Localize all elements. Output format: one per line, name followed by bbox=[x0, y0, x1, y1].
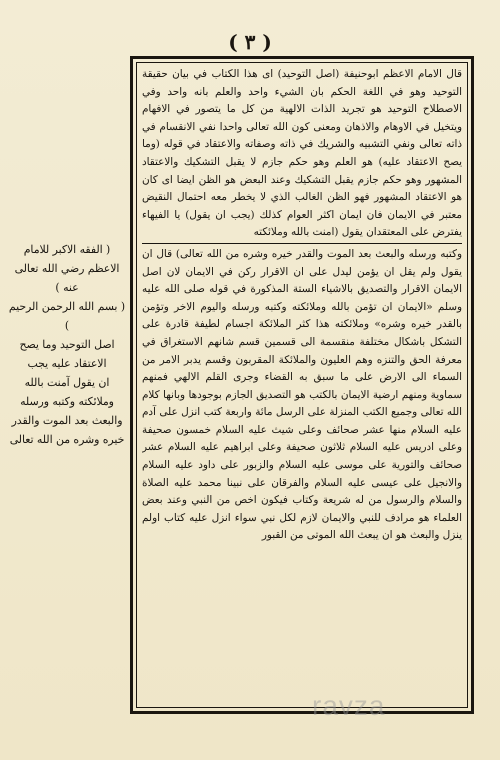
margin-note-line: خيره وشره من الله تعالى bbox=[9, 433, 125, 446]
margin-note-line: والبعث بعد الموت والقدر bbox=[11, 414, 123, 427]
margin-note-line: اصل التوحيد وما يصح bbox=[19, 338, 115, 351]
margin-note-line: الاعظم رضي الله تعالى عنه ) bbox=[14, 262, 120, 294]
margin-note-line: ( الفقه الاكبر للامام bbox=[23, 243, 111, 256]
margin-note-line: ( بسم الله الرحمن الرحيم ) bbox=[8, 300, 126, 332]
page-number: ( ٣ ) bbox=[228, 30, 272, 54]
watermark: ravza bbox=[312, 690, 386, 721]
main-text-bottom-paragraph: وكتبه ورسله والبعث بعد الموت والقدر خيره وشره من الله تعالى) قال ان يقول ولم يقل ان يؤمن ليدل على ان الاقرار ركن في الايمان لان اصل الايمان الاقرار والتصديق بالاشياء الستة المذكورة في قوله صلى الله عليه وسلم «الايمان ان تؤمن بالله وملائكته وكتبه ورسله واليوم الاخر وتؤمن بالقدر خيره وشره» وملائكته هذا كثر الملائكة اجسام لطيفة قادرة على التشكل باشكال مختلفة منقسمة الى قسمين قسم شانهم الاستغراق في معرفة الحق والتنزه وهم العليون والملائكة المقربون وقسم يدبر الامر من السماء الى الارض على ما سبق به القضاء وجرى القلم الالهي فمنهم سماوية ومنهم ارضية الايمان بالكتب هو التصديق الجازم بوجودها وبانها كلام الله تعالى وجميع الكتب المنزلة على الرسل مائة واربعة كتب انزل على آدم عليه السلام منها عشر صحائف وعلى شيث عليه السلام خمسون صحيفة وعلى ادريس عليه السلام ثلاثون صحيفة وعلى ابراهيم عليه السلام عشر صحائف والتورية على موسى عليه السلام والزبور على داود عليه السلام والانجيل على عيسى عليه السلام والفرقان على نبينا محمد عليه الصلاة والسلام والرسول من له شريعة وكتاب فيكون اخص من النبي وعند بعض العلماء هو مرادف للنبي والايمان لازم لكل نبي سواء انزل عليه كتاب اولم ينزل والبعث هو ان يبعث الله الموتى من القبور bbox=[142, 247, 462, 542]
main-text-block bbox=[142, 66, 462, 702]
main-text-top-paragraph: قال الامام الاعظم ابوحنيفة (اصل التوحيد) اى هذا الكتاب في بيان حقيقة التوحيد وهو في اللغة الحكم بان الشيء واحد والعلم بانه واحد وفي الاصطلاح التوحيد هو تجريد الذات الالهية من كل ما يتصور في الافهام ويتخيل في الاوهام والاذهان ومعنى كون الله تعالى واحدا نفي الانقسام في ذاته تعالى ونفي التشبيه والشريك في ذاته وصفاته والاعتقاد في قوله (وما يصح الاعتقاد عليه) هو العلم وهو حكم جازم لا يقبل التشكيك والاعتقاد المشهور وهو حكم جازم يقبل التشكيك وعند البعض هو الظن ايضا اى كان هو الاعتقاد المشهور فهو الظن الغالب الذي لا يخطر معه احتمال النقيض معتبر في الايمان فان ايمان اكثر العوام كذلك (يجب ان يقول) يا الفيهاء يفترض على المعتقدان يقول (امنت بالله وملائكته bbox=[142, 66, 462, 244]
margin-note-line: الاعتقاد عليه يجب bbox=[27, 357, 107, 370]
margin-note-line: وملائكته وكتبه ورسله bbox=[20, 395, 114, 408]
margin-note bbox=[8, 240, 126, 449]
margin-note-line: ان يقول آمنت بالله bbox=[24, 376, 110, 389]
